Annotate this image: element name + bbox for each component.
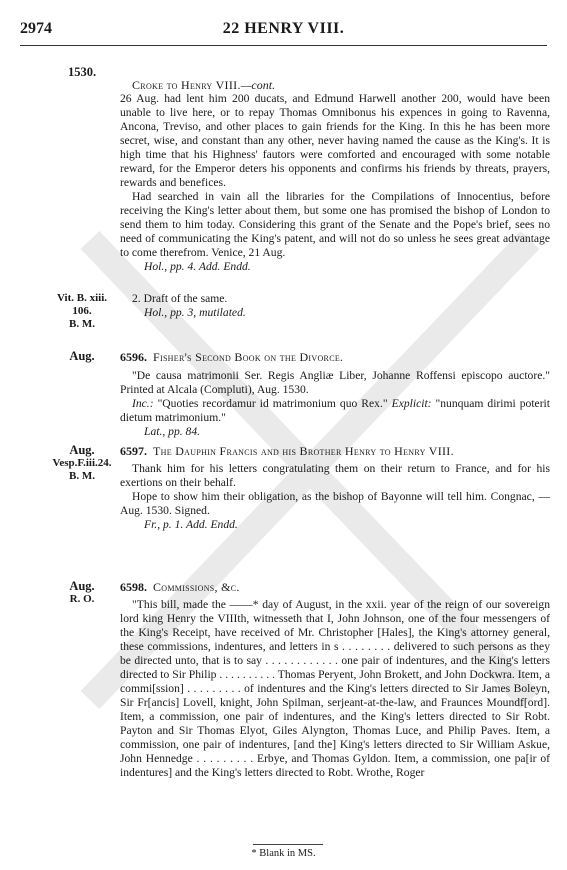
page-header (0, 20, 567, 42)
margin-date: Aug. (69, 579, 95, 593)
entry-title: Croke to Henry VIII.—cont. (132, 78, 276, 92)
entry-meta: Lat., pp. 84. (144, 425, 201, 438)
margin-ref: Vit. B. xiii. (56, 292, 107, 304)
margin-ref: Vesp.F.iii.24. (52, 457, 112, 469)
entry-paragraph: "This bill, made the ——* day of August, in the xxii. year of the reign of our sovereign lord king Henry the VIIIth, witnesseth that I, John Johnson, one of the four messengers of the King's Receipt, have received of Mr. Christopher [Hales], the King's attorney general, these commissions, indentures, and letters in s . . . . . . . . delivered to such persons as they be directed unto, that is to say . . . . . . . . . . . . one pair of indentures, and the King's letters directed to Sir Philip . . . . . . . . . . Thomas Peryent, John Brokett, and John Dockwra. Item, a commi[ssion] . . . . . . . . . of indentures and the King's letters directed to Sir James Boleyn, Sir Fr[ancis] Lovell, knight, John Spilman, serjeant-at-the-law, and Fraunces Moundf[ord]. Item, a commission, one pair of indentures, and the King's letters directed to Sir Robt. Payton and Sir Thomas Elyot, Giles Alyngton, Thomas Luce, and Philip Paves. Item, a commission, one pair of indentures, [and the] King's letters directed to Sir William Askue, John Hennedge . . . . . . . . . Erbye, and Thomas Gyldon. Item, a commission, one pa[ir of indentures] and the King's letters directed to Robt. Wrothe, Roger (120, 598, 550, 779)
entry-title: 6598. Commissions, &c. (120, 580, 240, 594)
margin-ref: B. M. (69, 318, 95, 330)
entry-number: 6597. (120, 444, 147, 458)
margin-year: 1530. (67, 65, 97, 79)
entry-title: 6597. The Dauphin Francis and his Brother Henry to Henry VIII. (120, 444, 454, 458)
margin-date: Aug. (69, 443, 95, 457)
entry-5-body (120, 580, 550, 780)
entry-paragraph: "De causa matrimonii Ser. Regis Angliæ Liber, Johanne Roffensi episcopo auctore." Printed at Alcala (Compluti), Aug. 1530. (120, 369, 550, 396)
margin-ref: 106. (72, 305, 92, 317)
page-number: 2974 (20, 20, 52, 37)
entry-2-body (120, 292, 550, 320)
entry-paragraph: Hope to show him their obligation, as the bishop of Bayonne will tell him. Congnac, — Aug. 1530. Signed. (120, 490, 550, 517)
entry-meta: Hol., pp. 4. Add. Endd. (144, 260, 251, 273)
entry-meta: Hol., pp. 3, mutilated. (144, 306, 246, 319)
entry-2-margin (48, 292, 116, 331)
entry-number: 6596. (120, 350, 147, 364)
footnote: * Blank in MS. (251, 848, 316, 859)
footnote-rule (253, 844, 323, 845)
entry-incipit: Inc.: "Quoties recordamur id matrimonium quo Rex." Explicit: "nunquam dirimi poterit dietum matrimonium." (120, 397, 550, 424)
margin-ref: B. M. (69, 470, 95, 482)
entry-3-margin (48, 350, 116, 363)
entry-4-margin (48, 444, 116, 483)
entry-4-body (120, 444, 550, 532)
entry-paragraph: 2. Draft of the same. (132, 292, 228, 305)
entry-meta: Fr., p. 1. Add. Endd. (144, 518, 238, 531)
entry-paragraph: Thank him for his letters congratulating them on their return to France, and for his exertions on their behalf. (120, 462, 550, 489)
entry-3-body (120, 350, 550, 439)
entry-1-body (120, 78, 550, 274)
entry-1-margin (48, 66, 116, 79)
margin-ref: R. O. (69, 593, 95, 605)
header-rule (20, 45, 547, 46)
entry-title: 6596. Fisher's Second Book on the Divorce. (120, 350, 344, 364)
entry-5-margin (48, 580, 116, 606)
running-title: 22 HENRY VIII. (222, 20, 345, 37)
entry-paragraph: 26 Aug. had lent him 200 ducats, and Edmund Harwell another 200, would have been unable to live here, or to repay Thomas Omnibonus his expences in going to Ravenna, Ancona, Treviso, and other places to gain friends for the King. In this he has been more secret, wise, and constant than any other, never having named the cause as the King's. It is high time that his Highness' fautors were comforted and encouraged with some notable reward, for the Emperor deters his opponents and confirms his friends by threats, prayers, rewards and benefices. (120, 92, 550, 189)
entry-number: 6598. (120, 580, 147, 594)
margin-date: Aug. (69, 349, 95, 363)
entry-paragraph: Had searched in vain all the libraries for the Compilations of Innocentius, before receiving the King's letter about them, but some one has promised the bishop of London to send them to him today. Considering this grant of the Senate and the Pope's brief, sees no need of communicating the King's patent, and will not do so unless he sees great advantage to come therefrom. Venice, 21 Aug. (120, 190, 550, 259)
